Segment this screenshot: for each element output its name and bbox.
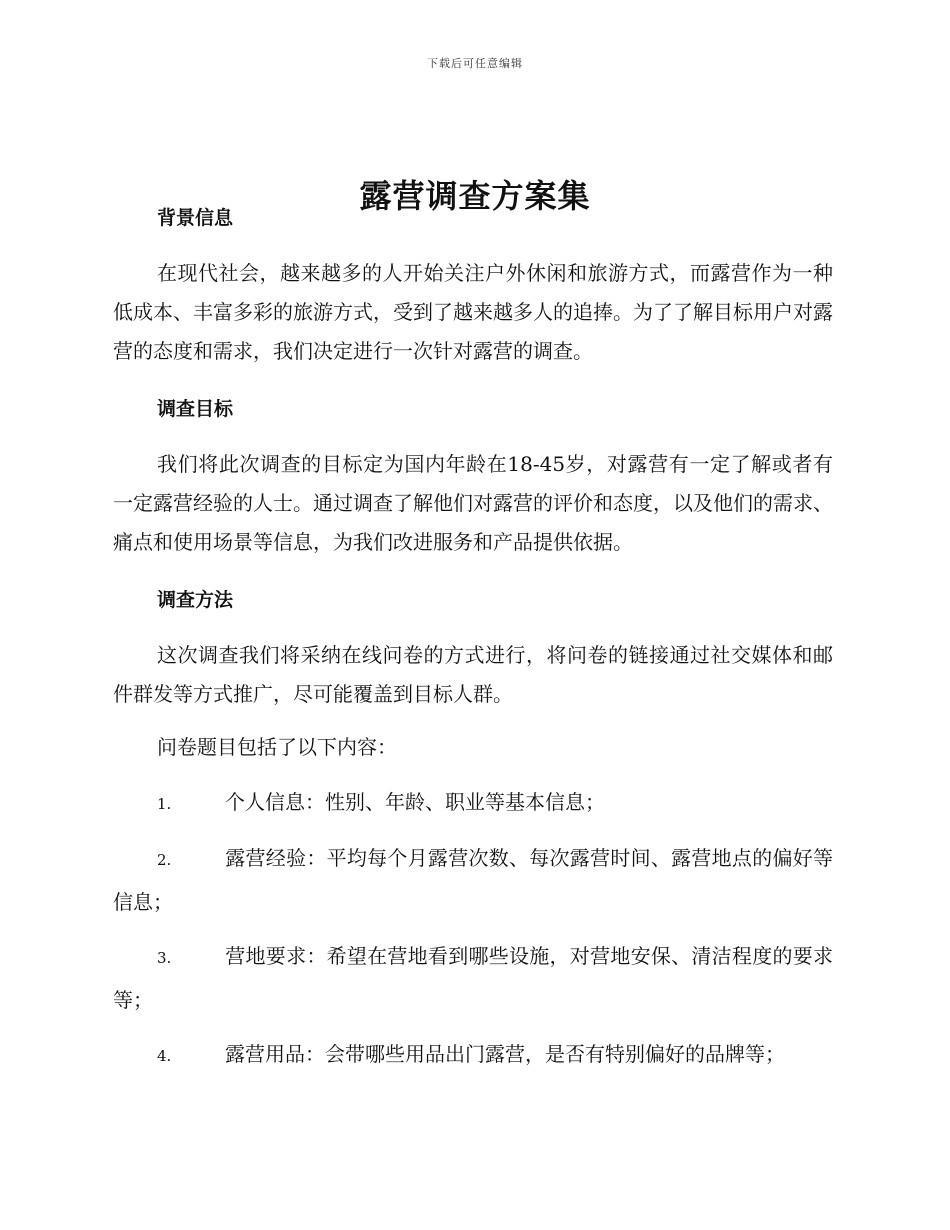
paragraph-goal: 我们将此次调查的目标定为国内年龄在18-45岁，对露营有一定了解或者有一定露营经验的人士。通过调查了解他们对露营的评价和态度，以及他们的需求、痛点和使用场景等信息，为我们改进服务和产品提供依据。	[113, 452, 833, 554]
paragraph-background: 在现代社会，越来越多的人开始关注户外休闲和旅游方式，而露营作为一种低成本、丰富多彩的旅游方式，受到了越来越多人的追捧。为了了解目标用户对露营的态度和需求，我们决定进行一次针对露营的调查。	[113, 261, 833, 363]
list-item-text: 露营用品：会带哪些用品出门露营，是否有特别偏好的品牌等；	[225, 1042, 785, 1066]
document-body	[113, 202, 833, 1077]
paragraph-questionnaire-intro: 问卷题目包括了以下内容：	[157, 735, 397, 759]
list-item-number: 2.	[157, 851, 172, 869]
questionnaire-list	[113, 781, 833, 1077]
section-heading-background: 背景信息	[157, 207, 234, 229]
list-item-number: 1.	[157, 795, 172, 813]
list-item-number: 4.	[157, 1047, 172, 1065]
list-item-text: 个人信息：性别、年龄、职业等基本信息；	[225, 790, 605, 814]
list-item	[113, 935, 833, 1021]
list-item-text: 露营经验：平均每个月露营次数、每次露营时间、露营地点的偏好等信息；	[113, 846, 833, 914]
list-item	[113, 781, 833, 825]
list-item	[113, 1033, 833, 1077]
paragraph-method: 这次调查我们将采纳在线问卷的方式进行，将问卷的链接通过社交媒体和邮件群发等方式推广，尽可能覆盖到目标人群。	[113, 643, 833, 706]
list-item	[113, 837, 833, 923]
section-heading-goal: 调查目标	[157, 398, 234, 420]
page-header-note: 下载后可任意编辑	[427, 57, 523, 70]
section-heading-method: 调查方法	[157, 589, 234, 611]
list-item-text: 营地要求：希望在营地看到哪些设施，对营地安保、清洁程度的要求等；	[113, 944, 833, 1012]
document-title: 露营调查方案集	[359, 177, 591, 216]
list-item-number: 3.	[157, 949, 172, 967]
